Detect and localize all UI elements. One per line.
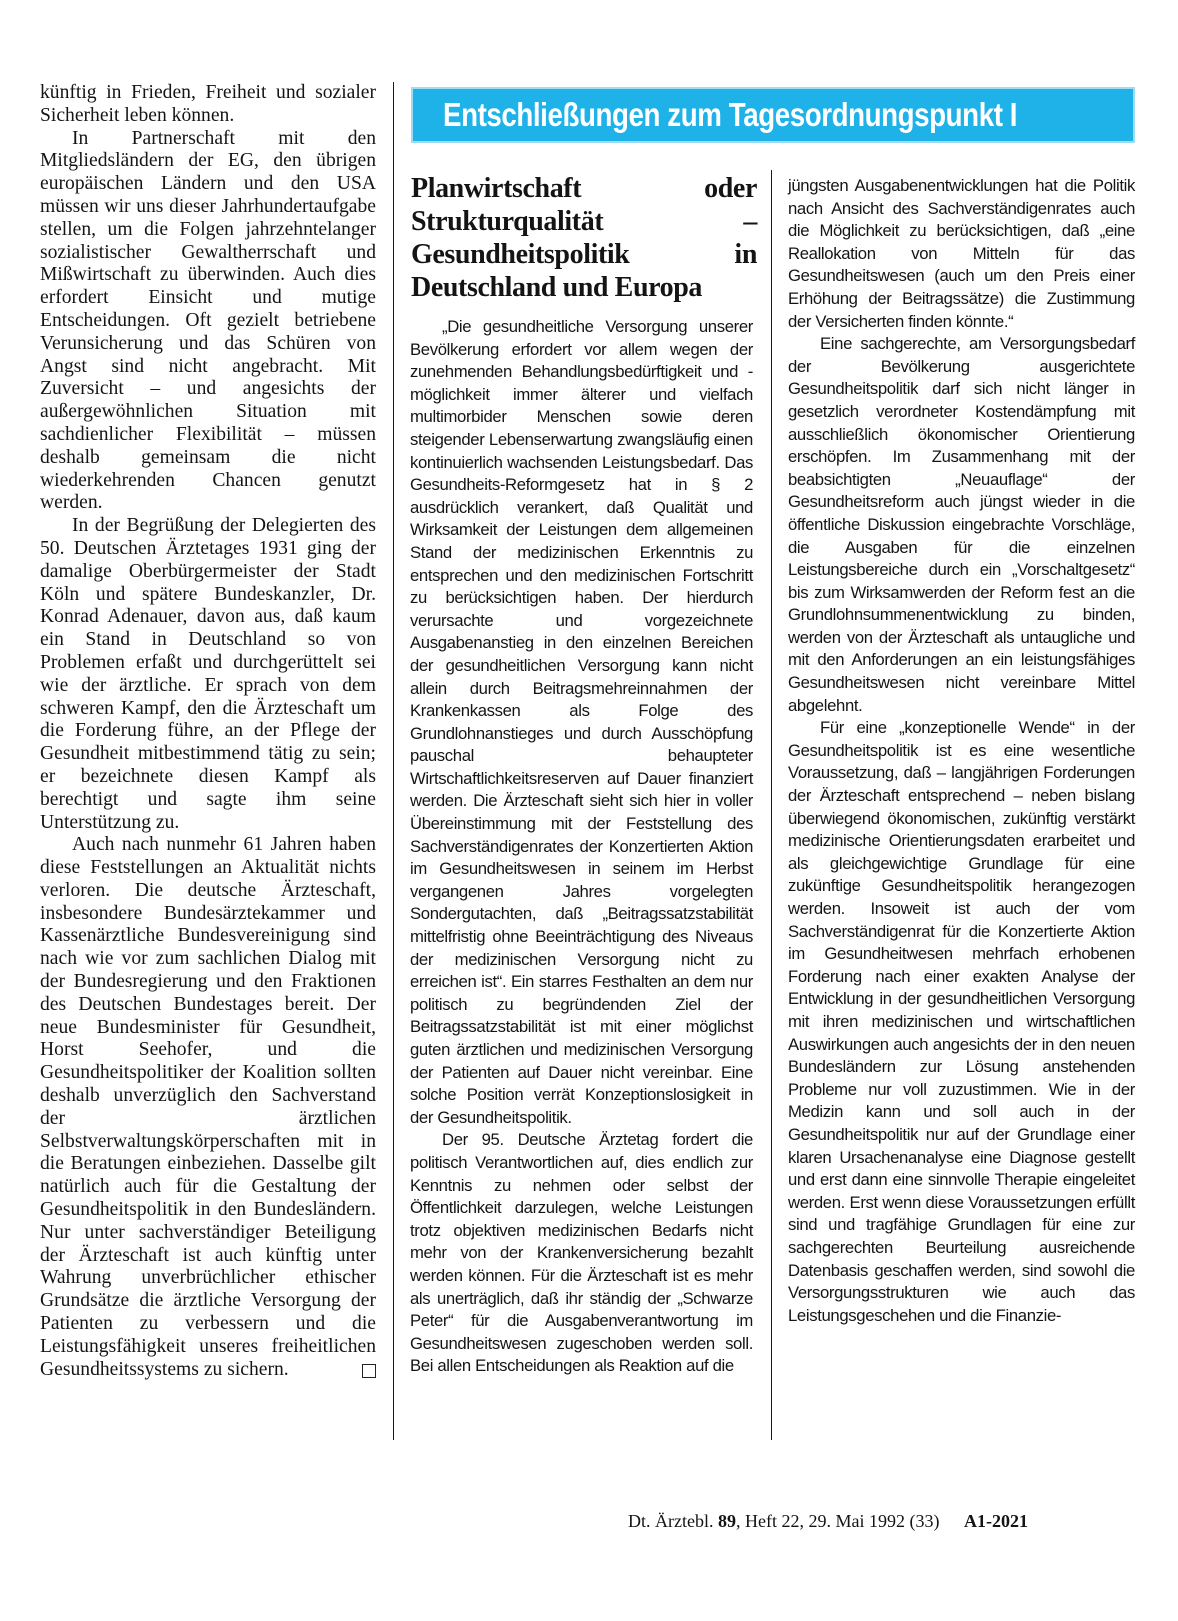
- column-right: [788, 175, 1135, 1327]
- volume-number: 89: [717, 1511, 736, 1531]
- paragraph: Der 95. Deutsche Ärztetag fordert die politisch Verantwortlichen auf, dies endlich zur Kenntnis zu nehmen oder selbst der Öffentlichkeit darzulegen, welche Leistungen trotz objektiven medizinischen Bedarfs nicht mehr von der Krankenversicherung bezahlt werden können. Für die Ärzteschaft ist es mehr als unerträglich, daß ihr ständig der „Schwarze Peter“ für die Ausgabenverantwortung im Gesundheitswesen zugeschoben werden soll. Bei allen Entscheidungen als Reaktion auf die: [410, 1130, 753, 1376]
- paragraph-text: Auch nach nunmehr 61 Jahren haben diese Feststellungen an Aktualität nichts verloren. Die deutsche Ärzteschaft, insbesondere Bundesärztekammer und Kassenärztliche Bundesvereinigung sind nach wie vor zum sachlichen Dialog mit der Bundesregierung und den Fraktionen des Deutschen Bundestages bereit. Der neue Bundesminister für Gesundheit, Horst Seehofer, und die Gesundheitspolitiker der Koalition sollten deshalb unverzüglich den Sachverstand der ärztlichen Selbstverwaltungskörperschaften mit in die Beratungen einbeziehen. Dasselbe gilt natürlich auch für die Gestaltung der Gesundheitspolitik in den Bundesländern. Nur unter sachverständiger Beteiligung der Ärzteschaft ist auch künftig unter Wahrung unverbrüchlicher ethischer Grundsätze die ärztliche Versorgung der Patienten zu verbessern und die Leistungsfähigkeit unseres freiheitlichen Gesundheitssystems zu sichern.: [40, 834, 376, 1380]
- paragraph: jüngsten Ausgabenentwicklungen hat die Politik nach Ansicht des Sachverständigenrates auch die Möglichkeit zu berücksichtigen, daß „eine Reallokation von Mitteln für das Gesundheitswesen (auch um den Preis einer Erhöhung der Beitragssätze) die Zustimmung der Versicherten finden könnte.“: [788, 176, 1135, 331]
- column-divider: [393, 82, 394, 1440]
- paragraph: In Partnerschaft mit den Mitgliedsländern der EG, den übrigen europäischen Ländern und den USA müssen wir uns dieser Jahrhundertaufgabe stellen, um die Folgen jahrzehntelanger sozialistischer Gewaltherrschaft und Mißwirtschaft zu überwinden. Auch dies erfordert Einsicht und mutige Entscheidungen. Oft gezielt betriebene Verunsicherung und das Schüren von Angst sind nicht angebracht. Mit Zuversicht – und angesichts der außergewöhnlichen Situation mit sachdienlicher Flexibilität – müssen deshalb gemeinsam die nicht wiederkehrenden Chancen genutzt werden.: [40, 127, 376, 514]
- section-banner: [411, 87, 1135, 143]
- paragraph: Eine sachgerechte, am Versorgungsbedarf der Bevölkerung ausgerichtete Gesundheitspolitik darf sich nicht länger in gesetzlich verordneter Kostendämpfung mit ausschließlich ökonomischer Orientierung erschöpfen. Im Zusammenhang mit der beabsichtigten „Neuauflage“ der Gesundheitsreform auch jüngst wieder in die öffentliche Diskussion eingebrachte Vorschläge, die Ausgaben für die einzelnen Leistungsbereiche durch ein „Vorschaltgesetz“ bis zum Wirksamwerden der Reform fest an die Grundlohnsummenentwicklung zu binden, werden von der Ärzteschaft als untaugliche und mit den Anforderungen an ein leistungsfähiges Gesundheitswesen nicht vereinbare Mittel abgelehnt.: [788, 334, 1135, 715]
- banner-title: Entschließungen zum Tagesordnungspunkt I: [443, 96, 1018, 133]
- journal-name: Dt. Ärztebl.: [628, 1511, 714, 1531]
- article-headline: Planwirtschaft oder Strukturqualität – Gesundheitspolitik in Deutschland und Europa: [411, 173, 757, 303]
- page-footer: [628, 1511, 1028, 1532]
- paragraph: künftig in Frieden, Freiheit und sozialer Sicherheit leben können.: [40, 82, 376, 126]
- paragraph: In der Begrüßung der Delegierten des 50. Deutschen Ärztetages 1931 ging der damalige Oberbürgermeister der Stadt Köln und spätere Bundeskanzler, Dr. Konrad Adenauer, davon aus, daß kaum ein Stand in Deutschland so von Problemen erfaßt und durchgerüttelt sei wie der ärztliche. Er sprach von dem schweren Kampf, den die Ärzteschaft um die Forderung führe, an der Pflege der Gesundheit mitbestimmend tätig zu sein; er bezeichnete diesen Kampf als berechtigt und sagte ihm seine Unterstützung zu.: [40, 515, 376, 833]
- page-number: A1-2021: [963, 1511, 1028, 1531]
- paragraph: „Die gesundheitliche Versorgung unserer Bevölkerung erfordert vor allem wegen der zunehmenden Behandlungsbedürftigkeit und -möglichkeit immer älterer und vielfach multimorbider Menschen sowie deren steigender Lebenserwartung zwangsläufig einen kontinuierlich wachsenden Leistungsbedarf. Das Gesundheits-Reformgesetz hat in § 2 ausdrücklich verankert, daß Qualität und Wirksamkeit der Leistungen dem allgemeinen Stand der medizinischen Erkenntnis zu entsprechen und den medizinischen Fortschritt zu berücksichtigen haben. Der hierdurch verursachte und vorgezeichnete Ausgabenanstieg in den einzelnen Bereichen der gesundheitlichen Versorgung kann nicht allein durch Beitragsmehreinnahmen der Krankenkassen als Folge des Grundlohnanstieges und durch Ausschöpfung pauschal behaupteter Wirtschaftlichkeitsreserven auf Dauer finanziert werden. Die Ärzteschaft sieht sich hier in voller Übereinstimmung mit der Feststellung des Sachverständigenrates der Konzertierten Aktion im Gesundheitswesen in seinem im Herbst vergangenen Jahres vorgelegten Sondergutachten, daß „Beitragssatzstabilität mittelfristig ohne Beeinträchtigung des Niveaus der medizinischen Versorgung nicht zu erreichen ist“. Ein starres Festhalten an dem nur politisch zu begründenden Ziel der Beitragssatzstabilität ist mit einer möglichst guten ärztlichen und medizinischen Versorgung der Patienten auf Dauer nicht vereinbar. Eine solche Position verrät Konzeptionslosigkeit in der Gesundheitspolitik.: [410, 317, 753, 1127]
- column-left: [40, 82, 376, 1381]
- column-divider: [771, 170, 772, 1440]
- paragraph: [40, 834, 376, 1381]
- end-of-article-box-icon: [362, 1364, 376, 1378]
- column-middle: [410, 316, 753, 1378]
- paragraph: Für eine „konzeptionelle Wende“ in der Gesundheitspolitik ist es eine wesentliche Voraussetzung, daß – langjährigen Forderungen der Ärzteschaft entsprechend – neben bislang überwiegend ökonomischen, zukünftig verstärkt medizinische Orientierungsdaten erarbeitet und als gleichgewichtige Grundlage für eine zukünftige Gesundheitspolitik herangezogen werden. Insoweit ist auch der vom Sachverständigenrat für die Konzertierte Aktion im Gesundheitwesen mehrfach erhobenen Forderung nach einer exakten Analyse der Entwicklung in der gesundheitlichen Versorgung mit ihren medizinischen und wirtschaftlichen Auswirkungen auch angesichts der in den neuen Bundesländern zur Lösung anstehenden Probleme nur voll zuzustimmen. Wie in der Medizin kann und soll auch in der Gesundheitspolitik nur auf der Grundlage einer klaren Ursachenanalyse eine Diagnose gestellt und erst dann eine sinnvolle Therapie eingeleitet werden. Erst wenn diese Voraussetzungen erfüllt sind und tragfähige Grundlagen für eine zur sachgerechten Beurteilung ausreichende Datenbasis geschaffen werden, sind sowohl die Versorgungsstrukturen wie auch das Leistungsgeschehen und die Finanzie-: [788, 718, 1135, 1325]
- issue-info: , Heft 22, 29. Mai 1992 (33): [735, 1511, 940, 1531]
